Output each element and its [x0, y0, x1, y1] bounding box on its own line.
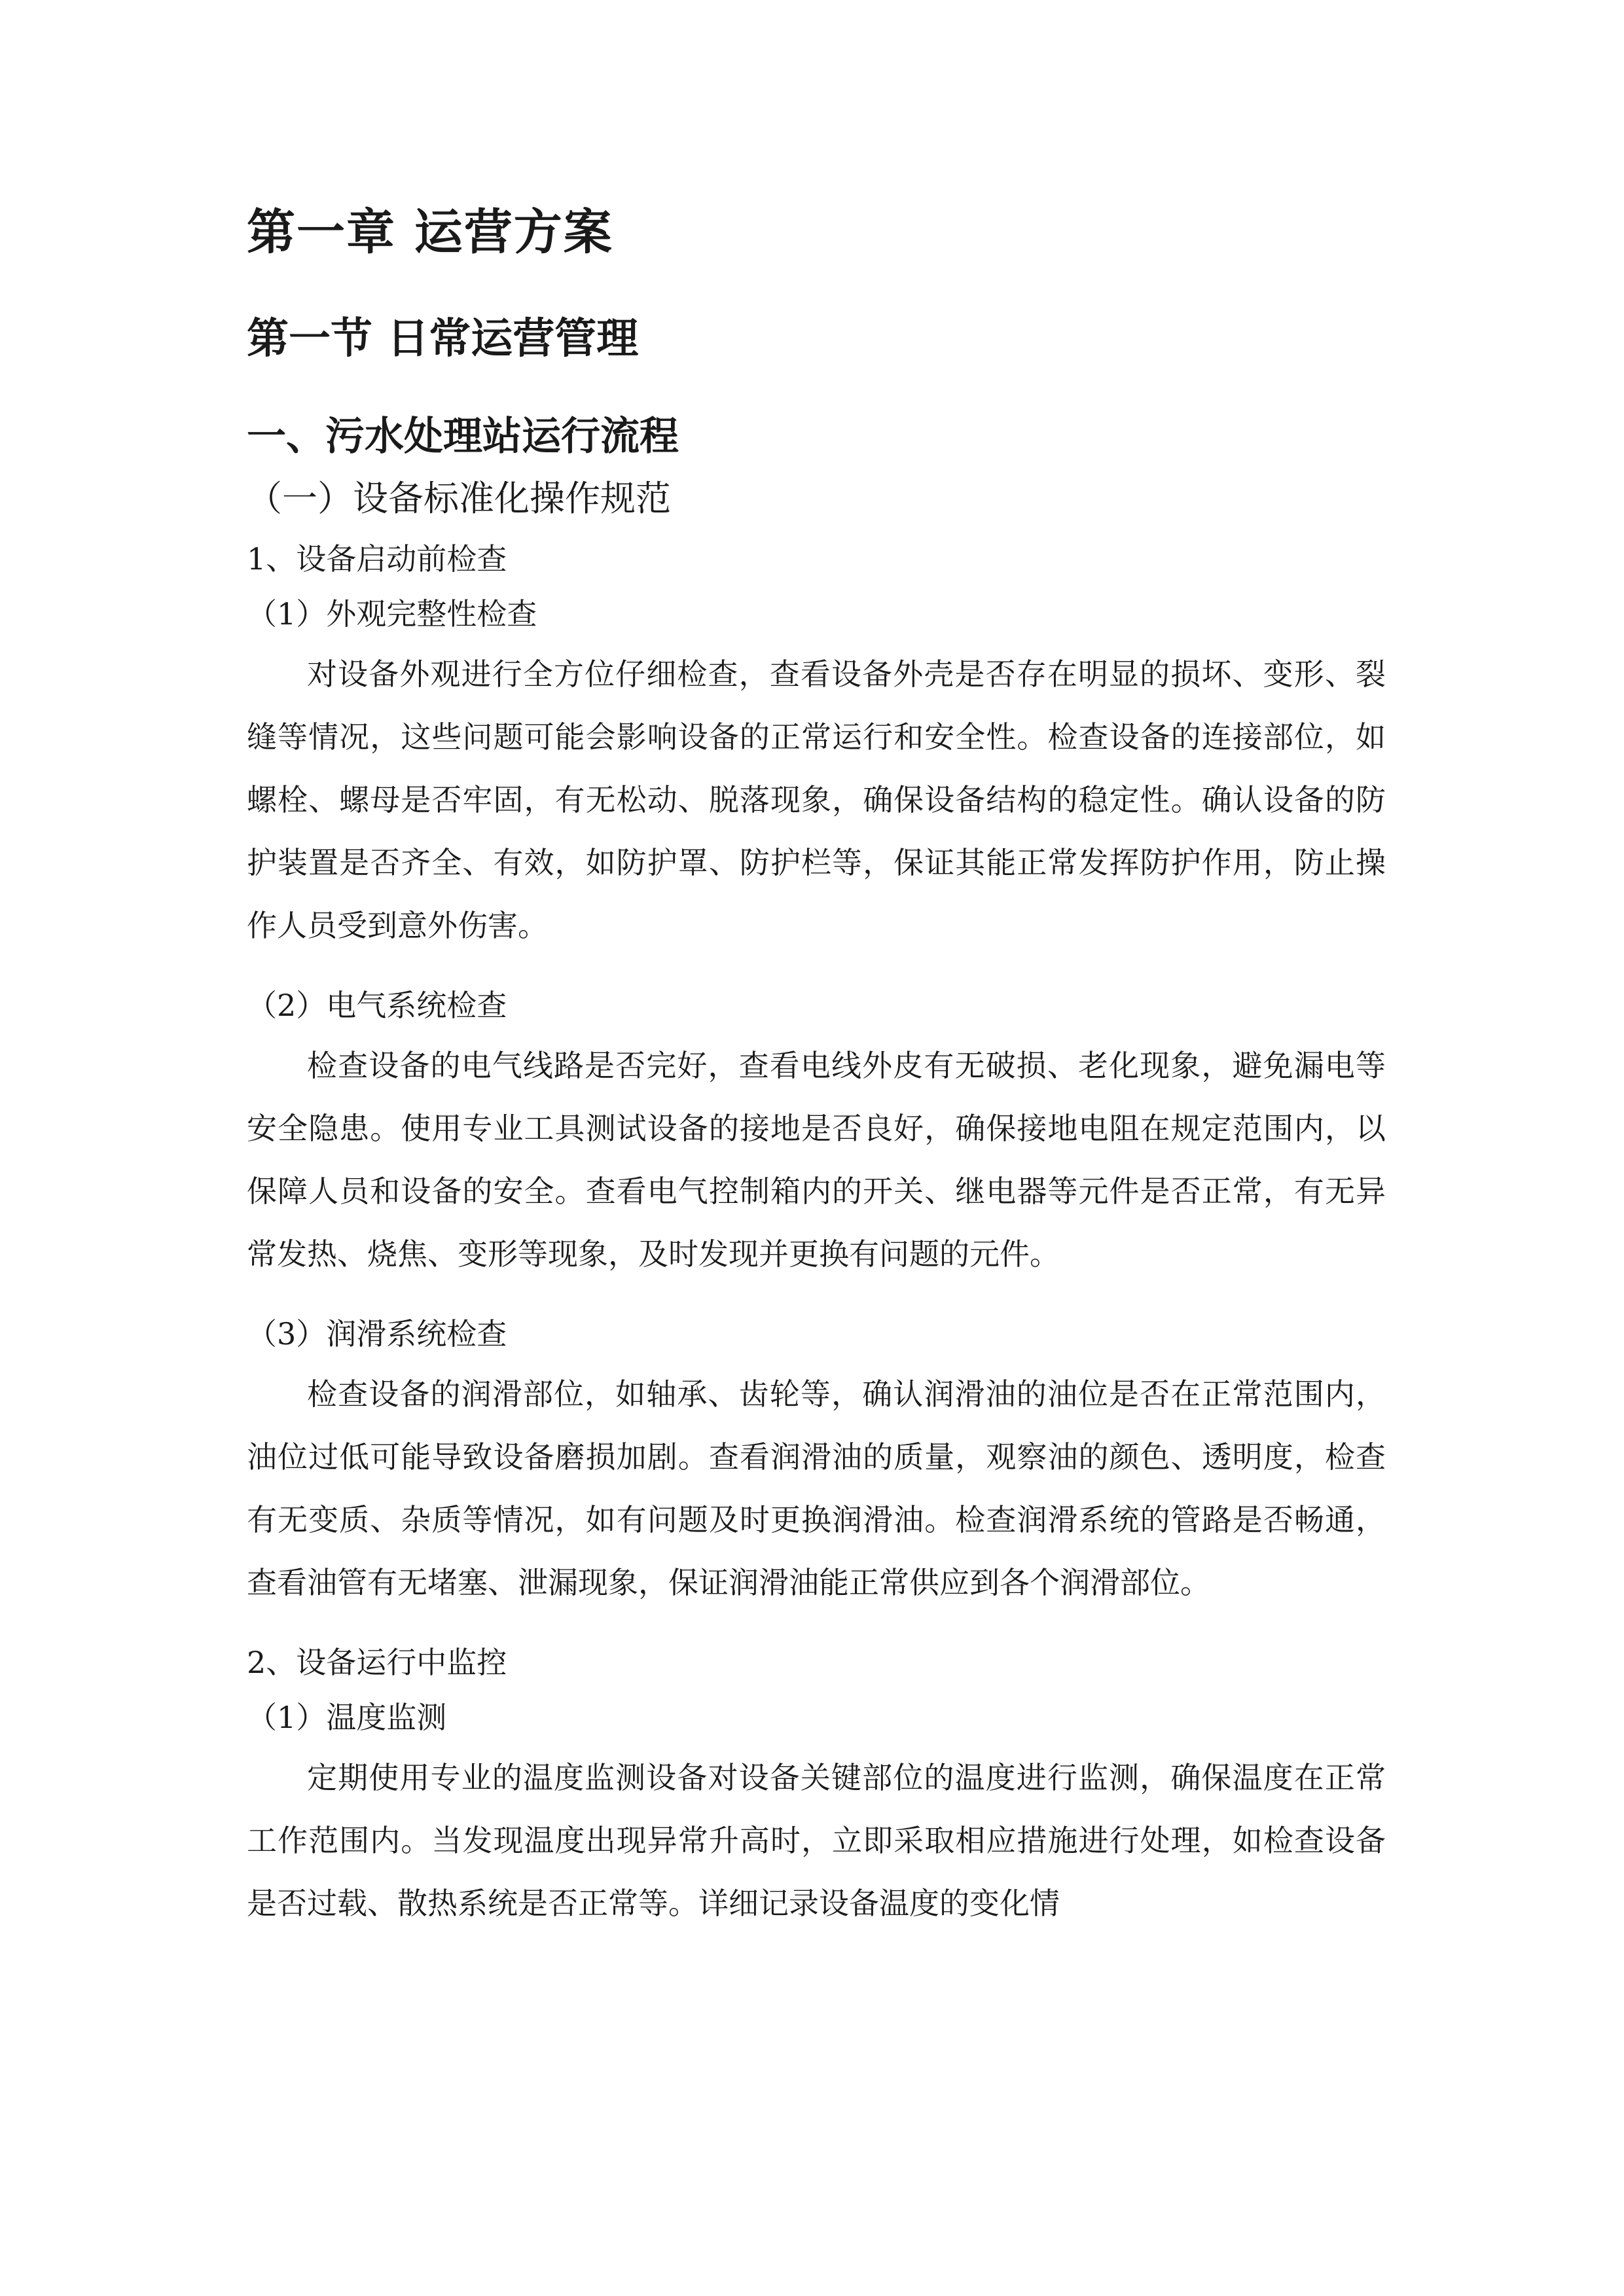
sub-title: （1）外观完整性检查: [247, 596, 537, 632]
heading-level-2: （一）设备标准化操作规范: [247, 478, 671, 519]
item-title: 2、设备运行中监控: [247, 1645, 507, 1680]
paragraph: 检查设备的润滑部位，如轴承、齿轮等，确认润滑油的油位是否在正常范围内，油位过低可能导致设备磨损加剧。查看润滑油的质量，观察油的颜色、透明度，检查有无变质、杂质等情况，如有问题及时更换润滑油。检查润滑系统的管路是否畅通，查看油管有无堵塞、泄漏现象，保证润滑油能正常供应到各个润滑部位。: [247, 1376, 1386, 1600]
document-content: [247, 196, 1386, 1957]
sub-title: （3）润滑系统检查: [247, 1316, 507, 1352]
paragraph: 对设备外观进行全方位仔细检查，查看设备外壳是否存在明显的损坏、变形、裂缝等情况，这些问题可能会影响设备的正常运行和安全性。检查设备的连接部位，如螺栓、螺母是否牢固，有无松动、脱落现象，确保设备结构的稳定性。确认设备的防护装置是否齐全、有效，如防护罩、防护栏等，保证其能正常发挥防护作用，防止操作人员受到意外伤害。: [247, 656, 1386, 943]
paragraph: 检查设备的电气线路是否完好，查看电线外皮有无破损、老化现象，避免漏电等安全隐患。使用专业工具测试设备的接地是否良好，确保接地电阻在规定范围内，以保障人员和设备的安全。查看电气控制箱内的开关、继电器等元件是否正常，有无异常发热、烧焦、变形等现象，及时发现并更换有问题的元件。: [247, 1048, 1386, 1272]
sub-block: [247, 979, 1386, 1285]
item-block: [247, 533, 1386, 1614]
sub-block: [247, 588, 1386, 957]
item-block: [247, 1636, 1386, 1935]
chapter-title: 第一章 运营方案: [247, 204, 613, 260]
item-title: 1、设备启动前检查: [247, 541, 507, 577]
paragraph: 定期使用专业的温度监测设备对设备关键部位的温度进行监测，确保温度在正常工作范围内。当发现温度出现异常升高时，立即采取相应措施进行处理，如检查设备是否过载、散热系统是否正常等。详细记录设备温度的变化情: [247, 1760, 1386, 1921]
sub-block: [247, 1308, 1386, 1614]
sub-block: [247, 1691, 1386, 1935]
section-title: 第一节 日常运营管理: [247, 315, 639, 363]
heading-level-1: 一、污水处理站运行流程: [247, 414, 679, 459]
sub-title: （1）温度监测: [247, 1700, 447, 1735]
sub-title: （2）电气系统检查: [247, 988, 507, 1023]
